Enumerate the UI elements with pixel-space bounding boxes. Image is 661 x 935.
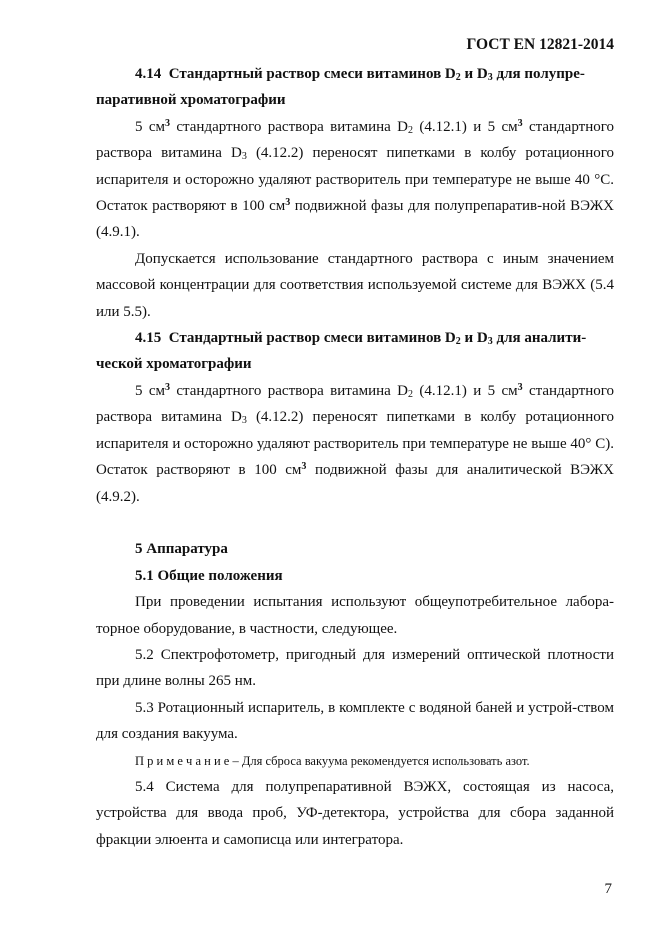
page-content xyxy=(96,61,614,853)
paragraph xyxy=(96,378,614,510)
superscript: 3 xyxy=(517,117,523,129)
text: стандартного раствора витамина D xyxy=(170,382,409,399)
section-number: 4.14 xyxy=(135,66,162,82)
text: (4.12.1) и 5 см xyxy=(413,382,518,399)
spacer xyxy=(96,510,614,536)
superscript: 3 xyxy=(517,381,523,393)
heading-text: и D xyxy=(460,66,488,82)
superscript: 3 xyxy=(301,461,307,473)
heading-text: Стандартный раствор смеси витаминов D xyxy=(168,330,456,347)
text: стандартного раствора витамина D xyxy=(96,382,614,426)
subscript: 2 xyxy=(455,72,461,83)
heading-text: и D xyxy=(460,330,488,347)
section-4-14-heading xyxy=(96,61,614,114)
heading-text: для полупре- xyxy=(492,66,585,82)
text: 5 см xyxy=(135,382,166,399)
text: (4.12.2) переносят пипетками в колбу ротационного испарителя и осторожно удаляют растворитель при температуре не выше 40 °С. Остаток растворяют в 100 см xyxy=(96,145,614,215)
subscript: 3 xyxy=(241,151,247,163)
text: (4.12.2) переносят пипетками в колбу ротационного испарителя и осторожно удаляют растворитель при температуре не выше 40° С). Остаток растворяют в 100 см xyxy=(96,409,614,479)
heading-text: для аналити- xyxy=(492,330,587,347)
superscript: 3 xyxy=(285,197,291,209)
subscript: 3 xyxy=(487,72,493,83)
text: стандартного раствора витамина D xyxy=(96,118,614,162)
text: (4.12.1) и 5 см xyxy=(413,118,518,135)
paragraph: Допускается использование стандартного раствора с иным значением массовой концентрации для соответствия используемой системе для ВЭЖХ (5.4 или 5.5). xyxy=(96,250,614,320)
heading-text: ческой хроматографии xyxy=(96,356,252,373)
superscript: 3 xyxy=(165,381,171,393)
paragraph: 5.3 Ротационный испаритель, в комплекте с водяной баней и устрой-ством для создания вакуума. xyxy=(96,699,614,743)
section-number: 4.15 xyxy=(135,330,162,347)
heading-text: паративной хроматографии xyxy=(96,92,286,109)
paragraph xyxy=(96,114,614,246)
section-5-1-heading: 5.1 Общие положения xyxy=(135,567,283,584)
note xyxy=(96,748,614,774)
superscript: 3 xyxy=(165,117,171,129)
text: подвижной фазы для полупрепаратив-ной ВЭЖХ (4.9.1). xyxy=(96,198,614,241)
page-number: 7 xyxy=(604,881,612,897)
subscript: 3 xyxy=(487,336,493,348)
subscript: 2 xyxy=(408,388,414,400)
subscript: 3 xyxy=(241,415,247,427)
subscript: 2 xyxy=(455,336,461,348)
paragraph: При проведении испытания используют общеупотребительное лабора-торное оборудование, в частности, следующее. xyxy=(96,594,614,637)
note-text: – Для сброса вакуума рекомендуется использовать азот. xyxy=(229,753,530,768)
note-label: П р и м е ч а н и е xyxy=(135,753,230,768)
paragraph: 5.4 Система для полупрепаративной ВЭЖХ, состоящая из насоса, устройства для ввода проб, УФ-детектора, устройства для сбора заданной фракции элюента и самописца или интегратора. xyxy=(96,778,614,848)
document-code: ГОСТ EN 12821-2014 xyxy=(466,36,614,53)
paragraph: 5.2 Спектрофотометр, пригодный для измерений оптической плотности при длине волны 265 нм. xyxy=(96,646,614,690)
section-4-15-heading xyxy=(96,325,614,378)
text: 5 см xyxy=(135,118,166,135)
text: стандартного раствора витамина D xyxy=(170,118,409,135)
text: подвижной фазы для аналитической ВЭЖХ (4.9.2). xyxy=(96,462,614,505)
heading-text: Стандартный раствор смеси витаминов D xyxy=(168,66,456,82)
subscript: 2 xyxy=(408,124,414,136)
section-5-heading: 5 Аппаратура xyxy=(135,541,228,558)
